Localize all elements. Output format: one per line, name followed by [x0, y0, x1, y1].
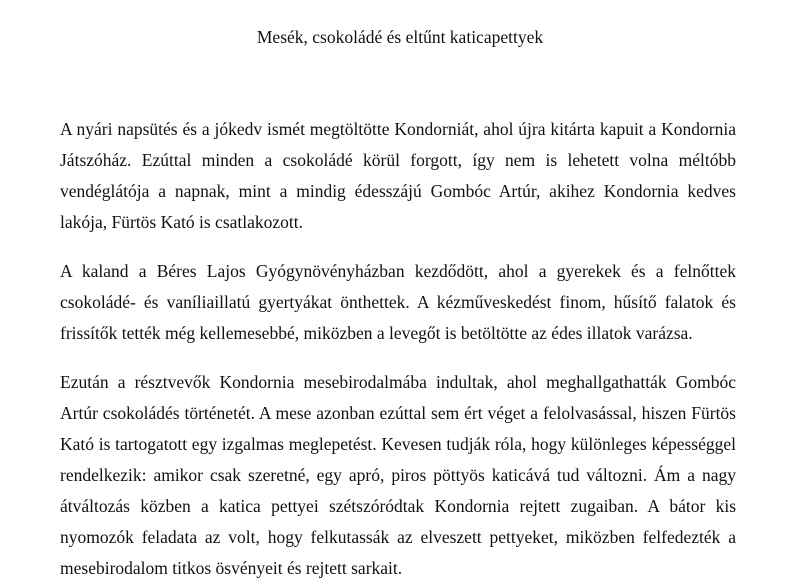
document-body	[60, 114, 736, 584]
paragraph-workshop: A kaland a Béres Lajos Gyógynövényházban kezdődött, ahol a gyerekek és a felnőttek csokoládé- és vaníliaillatú gyertyákat önthettek. A kézművеskedést finom, hűsítő falatok és frissítők tették még kellemesebbé, miközben a levegőt is betöltötte az édes illatok varázsa.	[60, 261, 736, 343]
paragraph-intro: A nyári napsütés és a jókedv ismét megtöltötte Kondorniát, ahol újra kitárta kapuit a Kondornia Játszóház. Ezúttal minden a csokoládé körül forgott, így nem is lehetett volna méltóbb vendéglátója a napnak, mint a mindig édesszájú Gombóc Artúr, akihez Kondornia kedves lakója, Fürtös Kató is csatlakozott.	[60, 119, 736, 232]
document-title: Mesék, csokoládé és eltűnt katicapettyek	[256, 27, 544, 47]
paragraph-story: Ezután a résztvevők Kondornia mesebirodalmába indultak, ahol meghallgathatták Gombóc Artúr csokoládés történetét. A mese azonban ezúttal sem ért véget a felolvasással, hiszen Fürtös Kató is tartogatott egy izgalmas meglepetést. Kevesen tudják róla, hogy különleges képességgel rendelkezik: amikor csak szeretné, egy apró, piros pöttyös katicává tud változni. Ám a nagy átváltozás közben a katica pettyei szétszóródtak Kondornia rejtett zugaiban. A bátor kis nyomozók feladata az volt, hogy felkutassák az elveszett pettyeket, miközben felfedezték a mesebirodalom titkos ösvényeit és rejtett sarkait.	[60, 372, 736, 578]
